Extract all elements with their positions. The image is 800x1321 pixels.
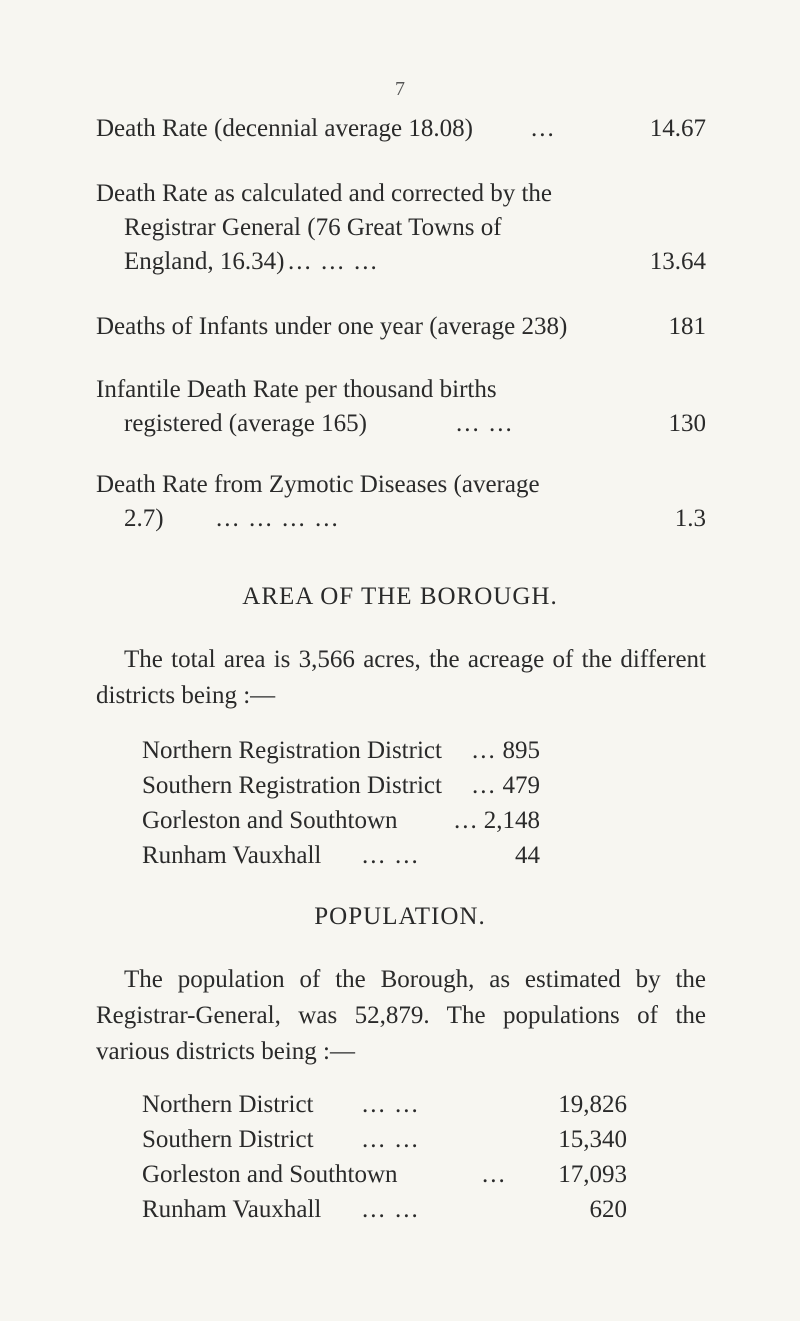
district-name: Runham Vauxhall — [142, 842, 322, 869]
leader-dots: ... ... — [456, 410, 514, 437]
stat-infantile-death-rate — [96, 373, 706, 441]
table-row — [142, 1157, 627, 1192]
stat-zymotic-death-rate — [96, 468, 706, 536]
stat-value: 181 — [668, 313, 706, 340]
leader-dots: ... ... — [362, 1126, 420, 1153]
district-population: 19,826 — [558, 1091, 627, 1118]
leader-dots: ... ... — [362, 1091, 420, 1118]
district-acreage: 2,148 — [483, 807, 540, 834]
leader-dots: ... ... ... — [288, 248, 379, 275]
stat-corrected-death-rate — [96, 177, 706, 279]
table-row — [142, 838, 540, 873]
table-row — [142, 1087, 627, 1122]
stat-line: 2.7) — [124, 505, 164, 532]
area-table — [142, 733, 540, 873]
district-name: Northern Registration District — [142, 737, 442, 764]
stat-line: Deaths of Infants under one year (average 238) — [96, 313, 568, 340]
stat-value: 130 — [668, 410, 706, 437]
population-intro: The population of the Borough, as estimated by the Registrar-General, was 52,879. The populations of the various districts being :— — [96, 966, 706, 1065]
leader-dots: ... ... — [362, 1196, 420, 1223]
stat-infant-deaths — [96, 310, 706, 344]
stat-line: Registrar General (76 Great Towns of — [124, 214, 502, 241]
stat-line: Death Rate from Zymotic Diseases (average — [96, 471, 540, 498]
table-row — [142, 733, 540, 768]
table-row — [142, 1122, 627, 1157]
leader-dots: ... — [454, 807, 479, 834]
stat-value: 1.3 — [674, 505, 706, 532]
district-name: Gorleston and Southtown — [142, 807, 398, 834]
district-name: Gorleston and Southtown — [142, 1161, 398, 1188]
district-acreage: 895 — [502, 737, 540, 764]
area-heading: AREA OF THE BOROUGH. — [242, 583, 558, 610]
stat-death-rate — [96, 112, 706, 146]
population-heading: POPULATION. — [314, 903, 486, 930]
population-table — [142, 1087, 627, 1227]
area-intro: The total area is 3,566 acres, the acreage of the different districts being :— — [96, 646, 706, 709]
district-name: Northern District — [142, 1091, 314, 1118]
stat-value: 14.67 — [649, 115, 706, 142]
stat-value: 13.64 — [649, 248, 706, 275]
leader-dots: ... ... ... ... — [216, 505, 340, 532]
stat-line: Infantile Death Rate per thousand births — [96, 376, 497, 403]
stat-line: Death Rate (decennial average 18.08) — [96, 115, 473, 142]
leader-dots: ... — [472, 737, 497, 764]
district-population: 17,093 — [558, 1161, 627, 1188]
leader-dots: ... ... — [362, 842, 420, 869]
district-acreage: 479 — [502, 772, 540, 799]
district-name: Southern District — [142, 1126, 314, 1153]
district-name: Runham Vauxhall — [142, 1196, 322, 1223]
district-acreage: 44 — [515, 842, 540, 869]
leader-dots: ... — [531, 115, 556, 142]
table-row — [142, 803, 540, 838]
leader-dots: ... — [482, 1161, 507, 1188]
district-population: 620 — [589, 1196, 627, 1223]
stat-line: registered (average 165) — [124, 410, 367, 437]
stat-line: England, 16.34) — [124, 248, 285, 275]
page-number: 7 — [395, 78, 405, 100]
table-row — [142, 1192, 627, 1227]
district-name: Southern Registration District — [142, 772, 442, 799]
table-row — [142, 768, 540, 803]
leader-dots: ... — [472, 772, 497, 799]
stat-line: Death Rate as calculated and corrected by the — [96, 180, 553, 207]
district-population: 15,340 — [558, 1126, 627, 1153]
